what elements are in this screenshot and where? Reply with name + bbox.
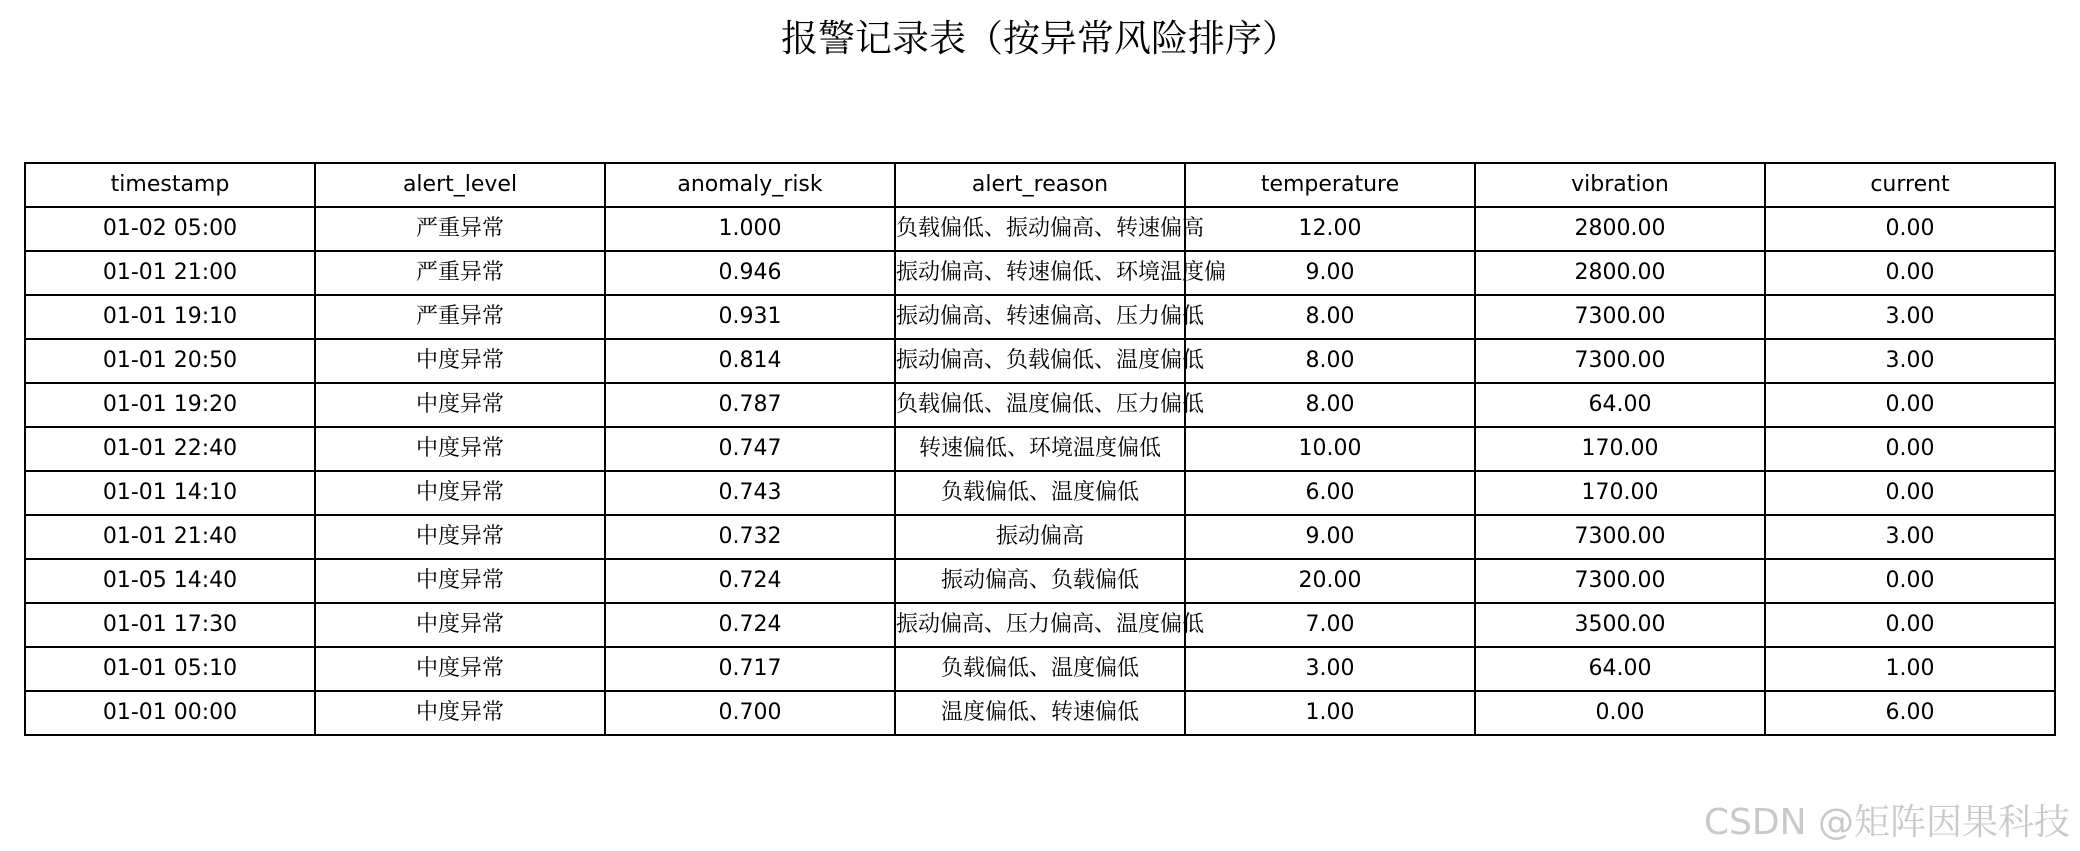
table-row	[25, 647, 2055, 691]
cell-alert-level: 中度异常	[315, 603, 605, 647]
cell-temperature: 9.00	[1185, 515, 1475, 559]
cell-temperature: 8.00	[1185, 295, 1475, 339]
cell-alert-level: 严重异常	[315, 207, 605, 251]
alert-records-table	[24, 162, 2056, 736]
cell-timestamp: 01-01 21:40	[25, 515, 315, 559]
cell-current: 0.00	[1765, 383, 2055, 427]
cell-anomaly-risk: 0.717	[605, 647, 895, 691]
cell-vibration: 2800.00	[1475, 251, 1765, 295]
cell-current: 0.00	[1765, 207, 2055, 251]
cell-alert-reason: 振动偏高、压力偏高、温度偏低	[895, 603, 1185, 647]
cell-anomaly-risk: 0.724	[605, 603, 895, 647]
cell-current: 6.00	[1765, 691, 2055, 735]
cell-alert-level: 中度异常	[315, 691, 605, 735]
cell-alert-reason: 负载偏低、温度偏低	[895, 647, 1185, 691]
cell-alert-reason: 负载偏低、振动偏高、转速偏高	[895, 207, 1185, 251]
table-row	[25, 471, 2055, 515]
cell-current: 0.00	[1765, 603, 2055, 647]
cell-vibration: 170.00	[1475, 427, 1765, 471]
watermark: CSDN @矩阵因果科技	[1703, 802, 2070, 843]
column-header-anomaly-risk: anomaly_risk	[605, 163, 895, 207]
table-row	[25, 691, 2055, 735]
cell-alert-level: 中度异常	[315, 339, 605, 383]
column-header-vibration: vibration	[1475, 163, 1765, 207]
table-row	[25, 207, 2055, 251]
table-row	[25, 383, 2055, 427]
column-header-alert-reason: alert_reason	[895, 163, 1185, 207]
cell-alert-reason: 振动偏高、转速偏低、环境温度偏	[895, 251, 1185, 295]
cell-current: 3.00	[1765, 295, 2055, 339]
cell-anomaly-risk: 0.787	[605, 383, 895, 427]
cell-anomaly-risk: 0.743	[605, 471, 895, 515]
cell-current: 0.00	[1765, 427, 2055, 471]
cell-alert-level: 中度异常	[315, 383, 605, 427]
cell-current: 0.00	[1765, 251, 2055, 295]
cell-temperature: 9.00	[1185, 251, 1475, 295]
cell-alert-reason: 振动偏高、负载偏低、温度偏低	[895, 339, 1185, 383]
cell-timestamp: 01-01 21:00	[25, 251, 315, 295]
cell-timestamp: 01-02 05:00	[25, 207, 315, 251]
cell-timestamp: 01-01 19:20	[25, 383, 315, 427]
column-header-current: current	[1765, 163, 2055, 207]
cell-temperature: 12.00	[1185, 207, 1475, 251]
cell-alert-reason: 负载偏低、温度偏低、压力偏低	[895, 383, 1185, 427]
cell-current: 0.00	[1765, 559, 2055, 603]
cell-current: 1.00	[1765, 647, 2055, 691]
cell-timestamp: 01-01 20:50	[25, 339, 315, 383]
cell-alert-level: 严重异常	[315, 295, 605, 339]
column-header-timestamp: timestamp	[25, 163, 315, 207]
cell-vibration: 0.00	[1475, 691, 1765, 735]
cell-current: 3.00	[1765, 515, 2055, 559]
cell-anomaly-risk: 0.814	[605, 339, 895, 383]
cell-alert-level: 中度异常	[315, 515, 605, 559]
cell-temperature: 8.00	[1185, 383, 1475, 427]
cell-alert-reason: 负载偏低、温度偏低	[895, 471, 1185, 515]
cell-vibration: 7300.00	[1475, 339, 1765, 383]
cell-anomaly-risk: 0.931	[605, 295, 895, 339]
cell-alert-reason: 温度偏低、转速偏低	[895, 691, 1185, 735]
cell-alert-level: 严重异常	[315, 251, 605, 295]
cell-alert-level: 中度异常	[315, 647, 605, 691]
cell-anomaly-risk: 0.732	[605, 515, 895, 559]
cell-alert-reason: 振动偏高	[895, 515, 1185, 559]
cell-alert-reason: 振动偏高、转速偏高、压力偏低	[895, 295, 1185, 339]
cell-timestamp: 01-01 14:10	[25, 471, 315, 515]
table-row	[25, 339, 2055, 383]
cell-anomaly-risk: 0.747	[605, 427, 895, 471]
column-header-temperature: temperature	[1185, 163, 1475, 207]
cell-alert-level: 中度异常	[315, 427, 605, 471]
cell-timestamp: 01-01 05:10	[25, 647, 315, 691]
cell-vibration: 7300.00	[1475, 515, 1765, 559]
cell-anomaly-risk: 0.724	[605, 559, 895, 603]
table-row	[25, 427, 2055, 471]
cell-alert-reason: 转速偏低、环境温度偏低	[895, 427, 1185, 471]
cell-temperature: 20.00	[1185, 559, 1475, 603]
cell-timestamp: 01-01 19:10	[25, 295, 315, 339]
cell-timestamp: 01-05 14:40	[25, 559, 315, 603]
cell-current: 0.00	[1765, 471, 2055, 515]
table-title: 报警记录表（按异常风险排序）	[781, 17, 1299, 60]
table-row	[25, 603, 2055, 647]
cell-alert-reason: 振动偏高、负载偏低	[895, 559, 1185, 603]
cell-temperature: 10.00	[1185, 427, 1475, 471]
cell-vibration: 64.00	[1475, 647, 1765, 691]
cell-timestamp: 01-01 17:30	[25, 603, 315, 647]
cell-vibration: 170.00	[1475, 471, 1765, 515]
header-row	[25, 163, 2055, 207]
cell-vibration: 2800.00	[1475, 207, 1765, 251]
table-row	[25, 251, 2055, 295]
cell-temperature: 1.00	[1185, 691, 1475, 735]
table-row	[25, 559, 2055, 603]
cell-anomaly-risk: 0.946	[605, 251, 895, 295]
cell-vibration: 3500.00	[1475, 603, 1765, 647]
cell-anomaly-risk: 1.000	[605, 207, 895, 251]
cell-temperature: 7.00	[1185, 603, 1475, 647]
table-body	[25, 207, 2055, 735]
cell-timestamp: 01-01 22:40	[25, 427, 315, 471]
cell-temperature: 8.00	[1185, 339, 1475, 383]
cell-temperature: 3.00	[1185, 647, 1475, 691]
cell-vibration: 7300.00	[1475, 295, 1765, 339]
table-row	[25, 295, 2055, 339]
cell-alert-level: 中度异常	[315, 559, 605, 603]
cell-temperature: 6.00	[1185, 471, 1475, 515]
cell-alert-level: 中度异常	[315, 471, 605, 515]
column-header-alert-level: alert_level	[315, 163, 605, 207]
cell-vibration: 7300.00	[1475, 559, 1765, 603]
cell-timestamp: 01-01 00:00	[25, 691, 315, 735]
cell-current: 3.00	[1765, 339, 2055, 383]
cell-anomaly-risk: 0.700	[605, 691, 895, 735]
cell-vibration: 64.00	[1475, 383, 1765, 427]
table-row	[25, 515, 2055, 559]
